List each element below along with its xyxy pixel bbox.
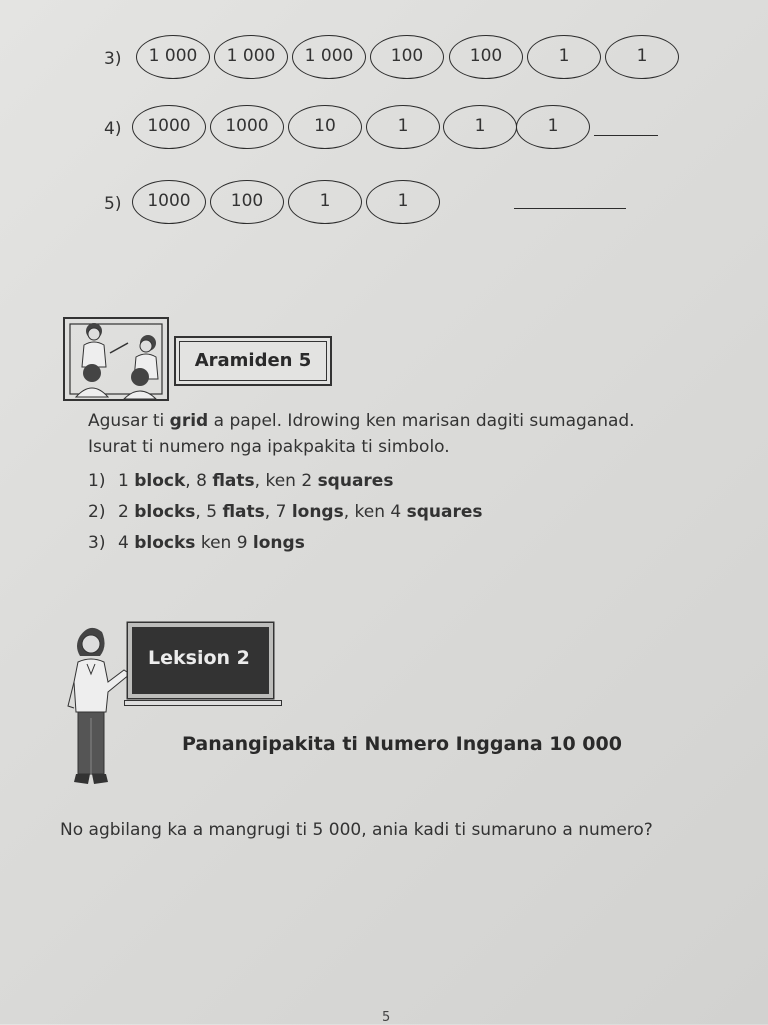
value-oval: 1000 xyxy=(132,180,206,224)
value-oval: 1 xyxy=(605,35,679,79)
row-number: 3) xyxy=(104,49,122,69)
value-oval: 1 xyxy=(366,105,440,149)
value-oval: 100 xyxy=(370,35,444,79)
lesson-question: No agbilang ka a mangrugi ti 5 000, ania kadi ti sumaruno a numero? xyxy=(60,820,653,840)
value-oval: 1 000 xyxy=(292,35,366,79)
value-oval: 1000 xyxy=(132,105,206,149)
lesson-label: Leksion 2 xyxy=(148,647,250,669)
row-number: 5) xyxy=(104,194,122,214)
exercise-row-3 xyxy=(0,35,768,85)
value-oval: 1 000 xyxy=(136,35,210,79)
value-oval: 1 xyxy=(366,180,440,224)
answer-blank xyxy=(514,208,626,209)
value-oval: 1 xyxy=(516,105,590,149)
chalkboard-ledge xyxy=(124,700,282,706)
value-oval: 100 xyxy=(449,35,523,79)
exercise-row-4 xyxy=(0,105,768,155)
value-oval: 1 000 xyxy=(214,35,288,79)
activity-instructions: Agusar ti grid a papel. Idrowing ken marisan dagiti sumaganad. Isurat ti numero nga ipakpakita ti simbolo. xyxy=(88,411,635,457)
activity-heading xyxy=(174,336,332,386)
activity-item-2: 2) 2 blocks, 5 flats, 7 longs, ken 4 squares xyxy=(88,502,483,522)
value-oval: 1 xyxy=(443,105,517,149)
lesson-chalkboard xyxy=(128,623,273,698)
value-oval: 10 xyxy=(288,105,362,149)
classroom-illustration xyxy=(62,315,172,405)
activity-title: Aramiden 5 xyxy=(179,341,327,381)
value-oval: 1000 xyxy=(210,105,284,149)
value-oval: 1 xyxy=(527,35,601,79)
activity-item-3: 3) 4 blocks ken 9 longs xyxy=(88,533,305,553)
page-number: 5 xyxy=(382,1010,391,1025)
answer-blank xyxy=(594,135,658,136)
activity-item-1: 1) 1 block, 8 flats, ken 2 squares xyxy=(88,471,394,491)
row-number: 4) xyxy=(104,119,122,139)
value-oval: 1 xyxy=(288,180,362,224)
exercise-row-5 xyxy=(0,180,768,230)
lesson-title: Panangipakita ti Numero Inggana 10 000 xyxy=(182,733,622,755)
value-oval: 100 xyxy=(210,180,284,224)
